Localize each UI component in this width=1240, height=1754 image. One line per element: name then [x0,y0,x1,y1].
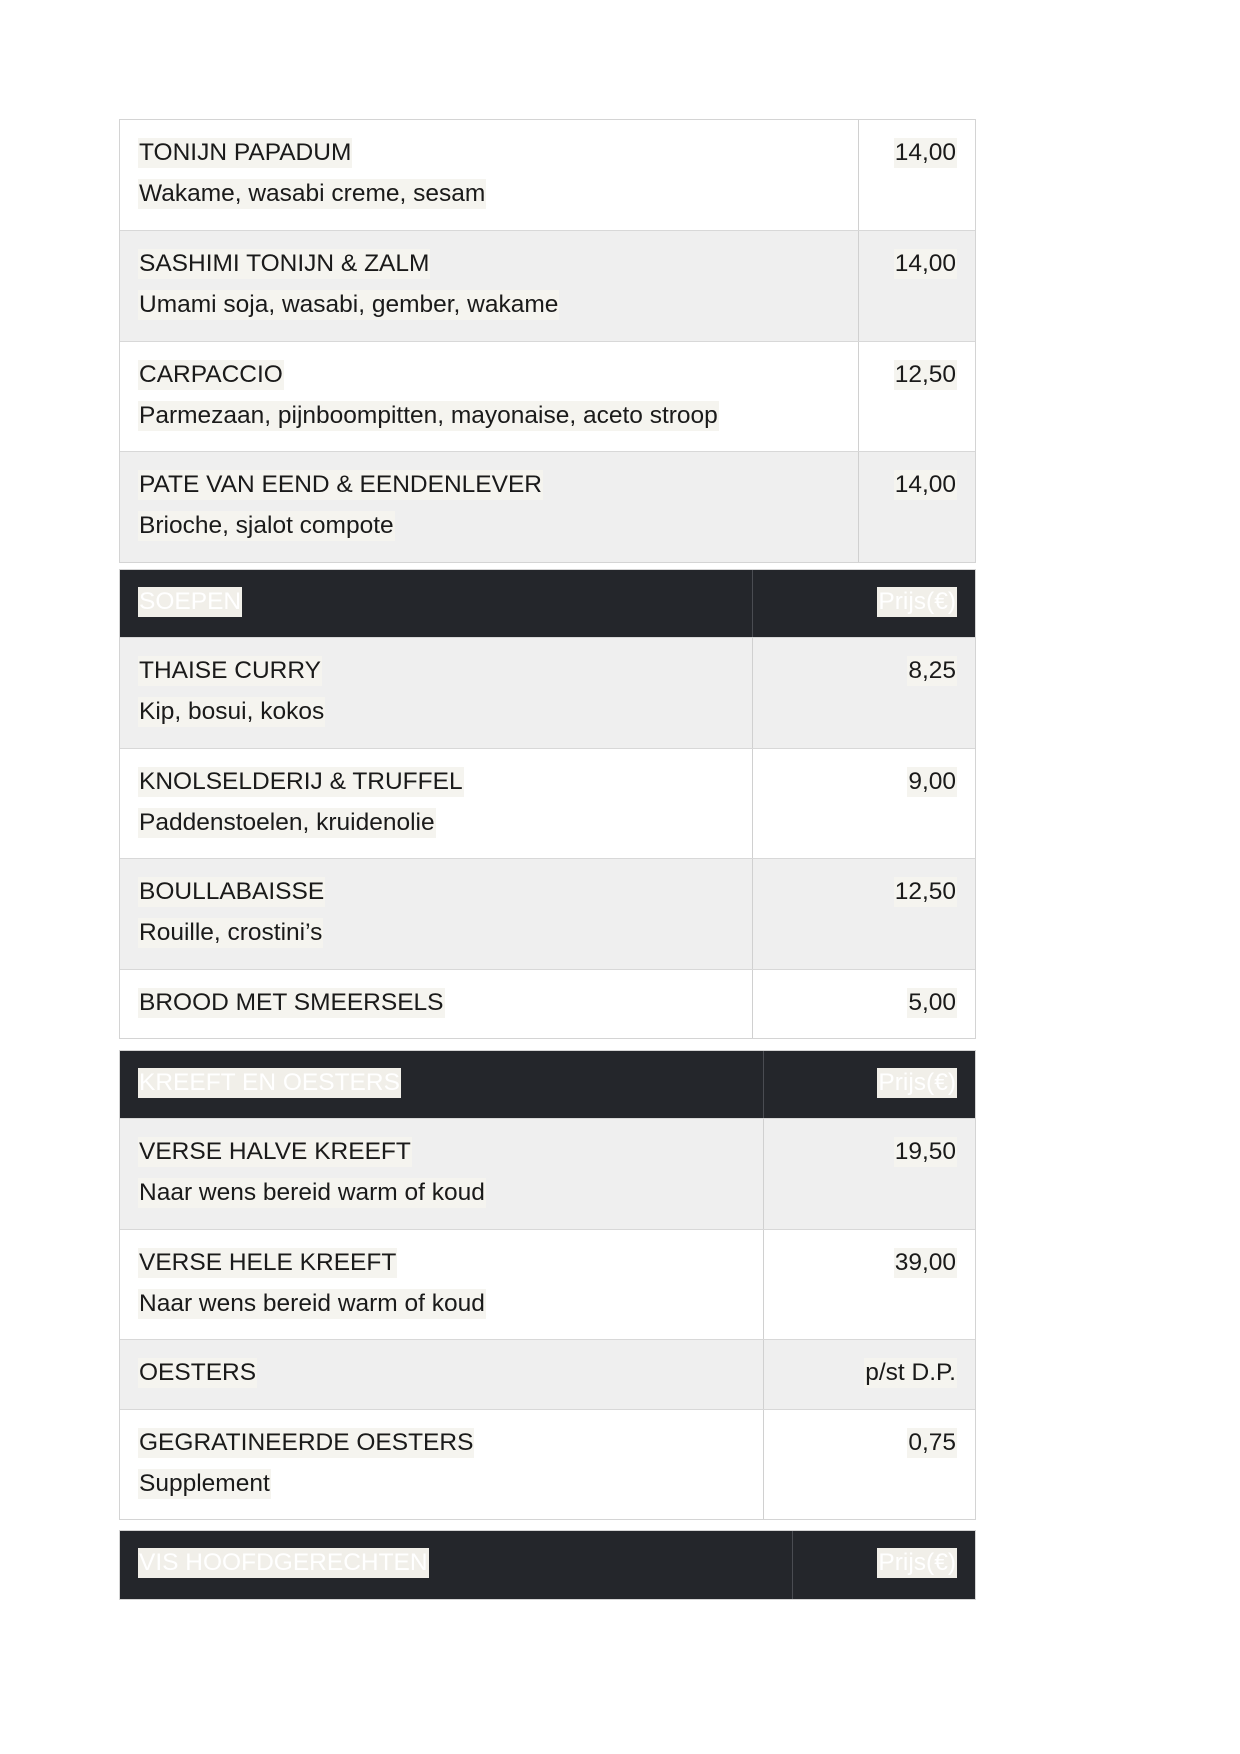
menu-item-name: CARPACCIO [139,361,283,388]
menu-item-description: Wakame, wasabi creme, sesam [139,180,486,207]
menu-section-soepen [119,569,976,1039]
menu-item-description: Supplement [139,1470,270,1497]
menu-item-price: 9,00 [908,768,956,795]
menu-item-price: 14,00 [894,471,956,498]
menu-item-name: TONIJN PAPADUM [139,139,352,166]
menu-item-price: 39,00 [894,1249,956,1276]
menu-item-price: 8,25 [908,657,956,684]
menu-item-price: 14,00 [894,139,956,166]
menu-item-name: PATE VAN EEND & EENDENLEVER [139,471,542,498]
menu-item-name: KNOLSELDERIJ & TRUFFEL [139,768,463,795]
price-column-header: Prijs(€) [878,1549,956,1576]
menu-item [120,1409,975,1519]
menu-item-description: Paddenstoelen, kruidenolie [139,809,435,836]
menu-item [120,748,975,858]
menu-item-name: VERSE HALVE KREEFT [139,1138,411,1165]
price-column-header: Prijs(€) [878,1069,956,1096]
menu-item [120,1339,975,1409]
menu-item [120,1118,975,1229]
section-header [120,1051,975,1118]
menu-item-price: 5,00 [908,989,956,1016]
menu-item-name: GEGRATINEERDE OESTERS [139,1429,474,1456]
menu-item-price: 0,75 [908,1429,956,1456]
menu-item [120,230,975,341]
menu-item-name: OESTERS [139,1359,257,1386]
section-header [120,570,975,637]
menu-item [120,120,975,230]
menu-section-starters [119,119,976,563]
menu-item-name: BOULLABAISSE [139,878,325,905]
menu-item-price: 12,50 [894,878,956,905]
menu-item [120,341,975,451]
menu-item-price: 19,50 [894,1138,956,1165]
menu-item-price: 12,50 [894,361,956,388]
section-title: SOEPEN [139,588,242,615]
menu-item [120,858,975,969]
menu-item-price: p/st D.P. [865,1359,956,1386]
menu-item [120,1229,975,1339]
menu-item-description: Naar wens bereid warm of koud [139,1290,485,1317]
menu-section-vis-hoofdgerechten [119,1530,976,1600]
menu-item [120,969,975,1038]
menu-item-name: SASHIMI TONIJN & ZALM [139,250,430,277]
price-column-header: Prijs(€) [878,588,956,615]
menu-item-description: Rouille, crostini’s [139,919,323,946]
section-header [120,1531,975,1599]
menu-item-name: THAISE CURRY [139,657,321,684]
menu-item-description: Naar wens bereid warm of koud [139,1179,485,1206]
menu-item-name: BROOD MET SMEERSELS [139,989,444,1016]
menu-item-description: Parmezaan, pijnboompitten, mayonaise, aceto stroop [139,402,718,429]
menu-item [120,451,975,562]
menu-item [120,637,975,748]
menu-section-kreeft-en-oesters [119,1050,976,1520]
menu-item-description: Kip, bosui, kokos [139,698,325,725]
menu-item-price: 14,00 [894,250,956,277]
menu-item-description: Umami soja, wasabi, gember, wakame [139,291,559,318]
section-title: VIS HOOFDGERECHTEN [139,1549,428,1576]
section-title: KREEFT EN OESTERS [139,1069,400,1096]
menu-item-description: Brioche, sjalot compote [139,512,394,539]
menu-item-name: VERSE HELE KREEFT [139,1249,397,1276]
